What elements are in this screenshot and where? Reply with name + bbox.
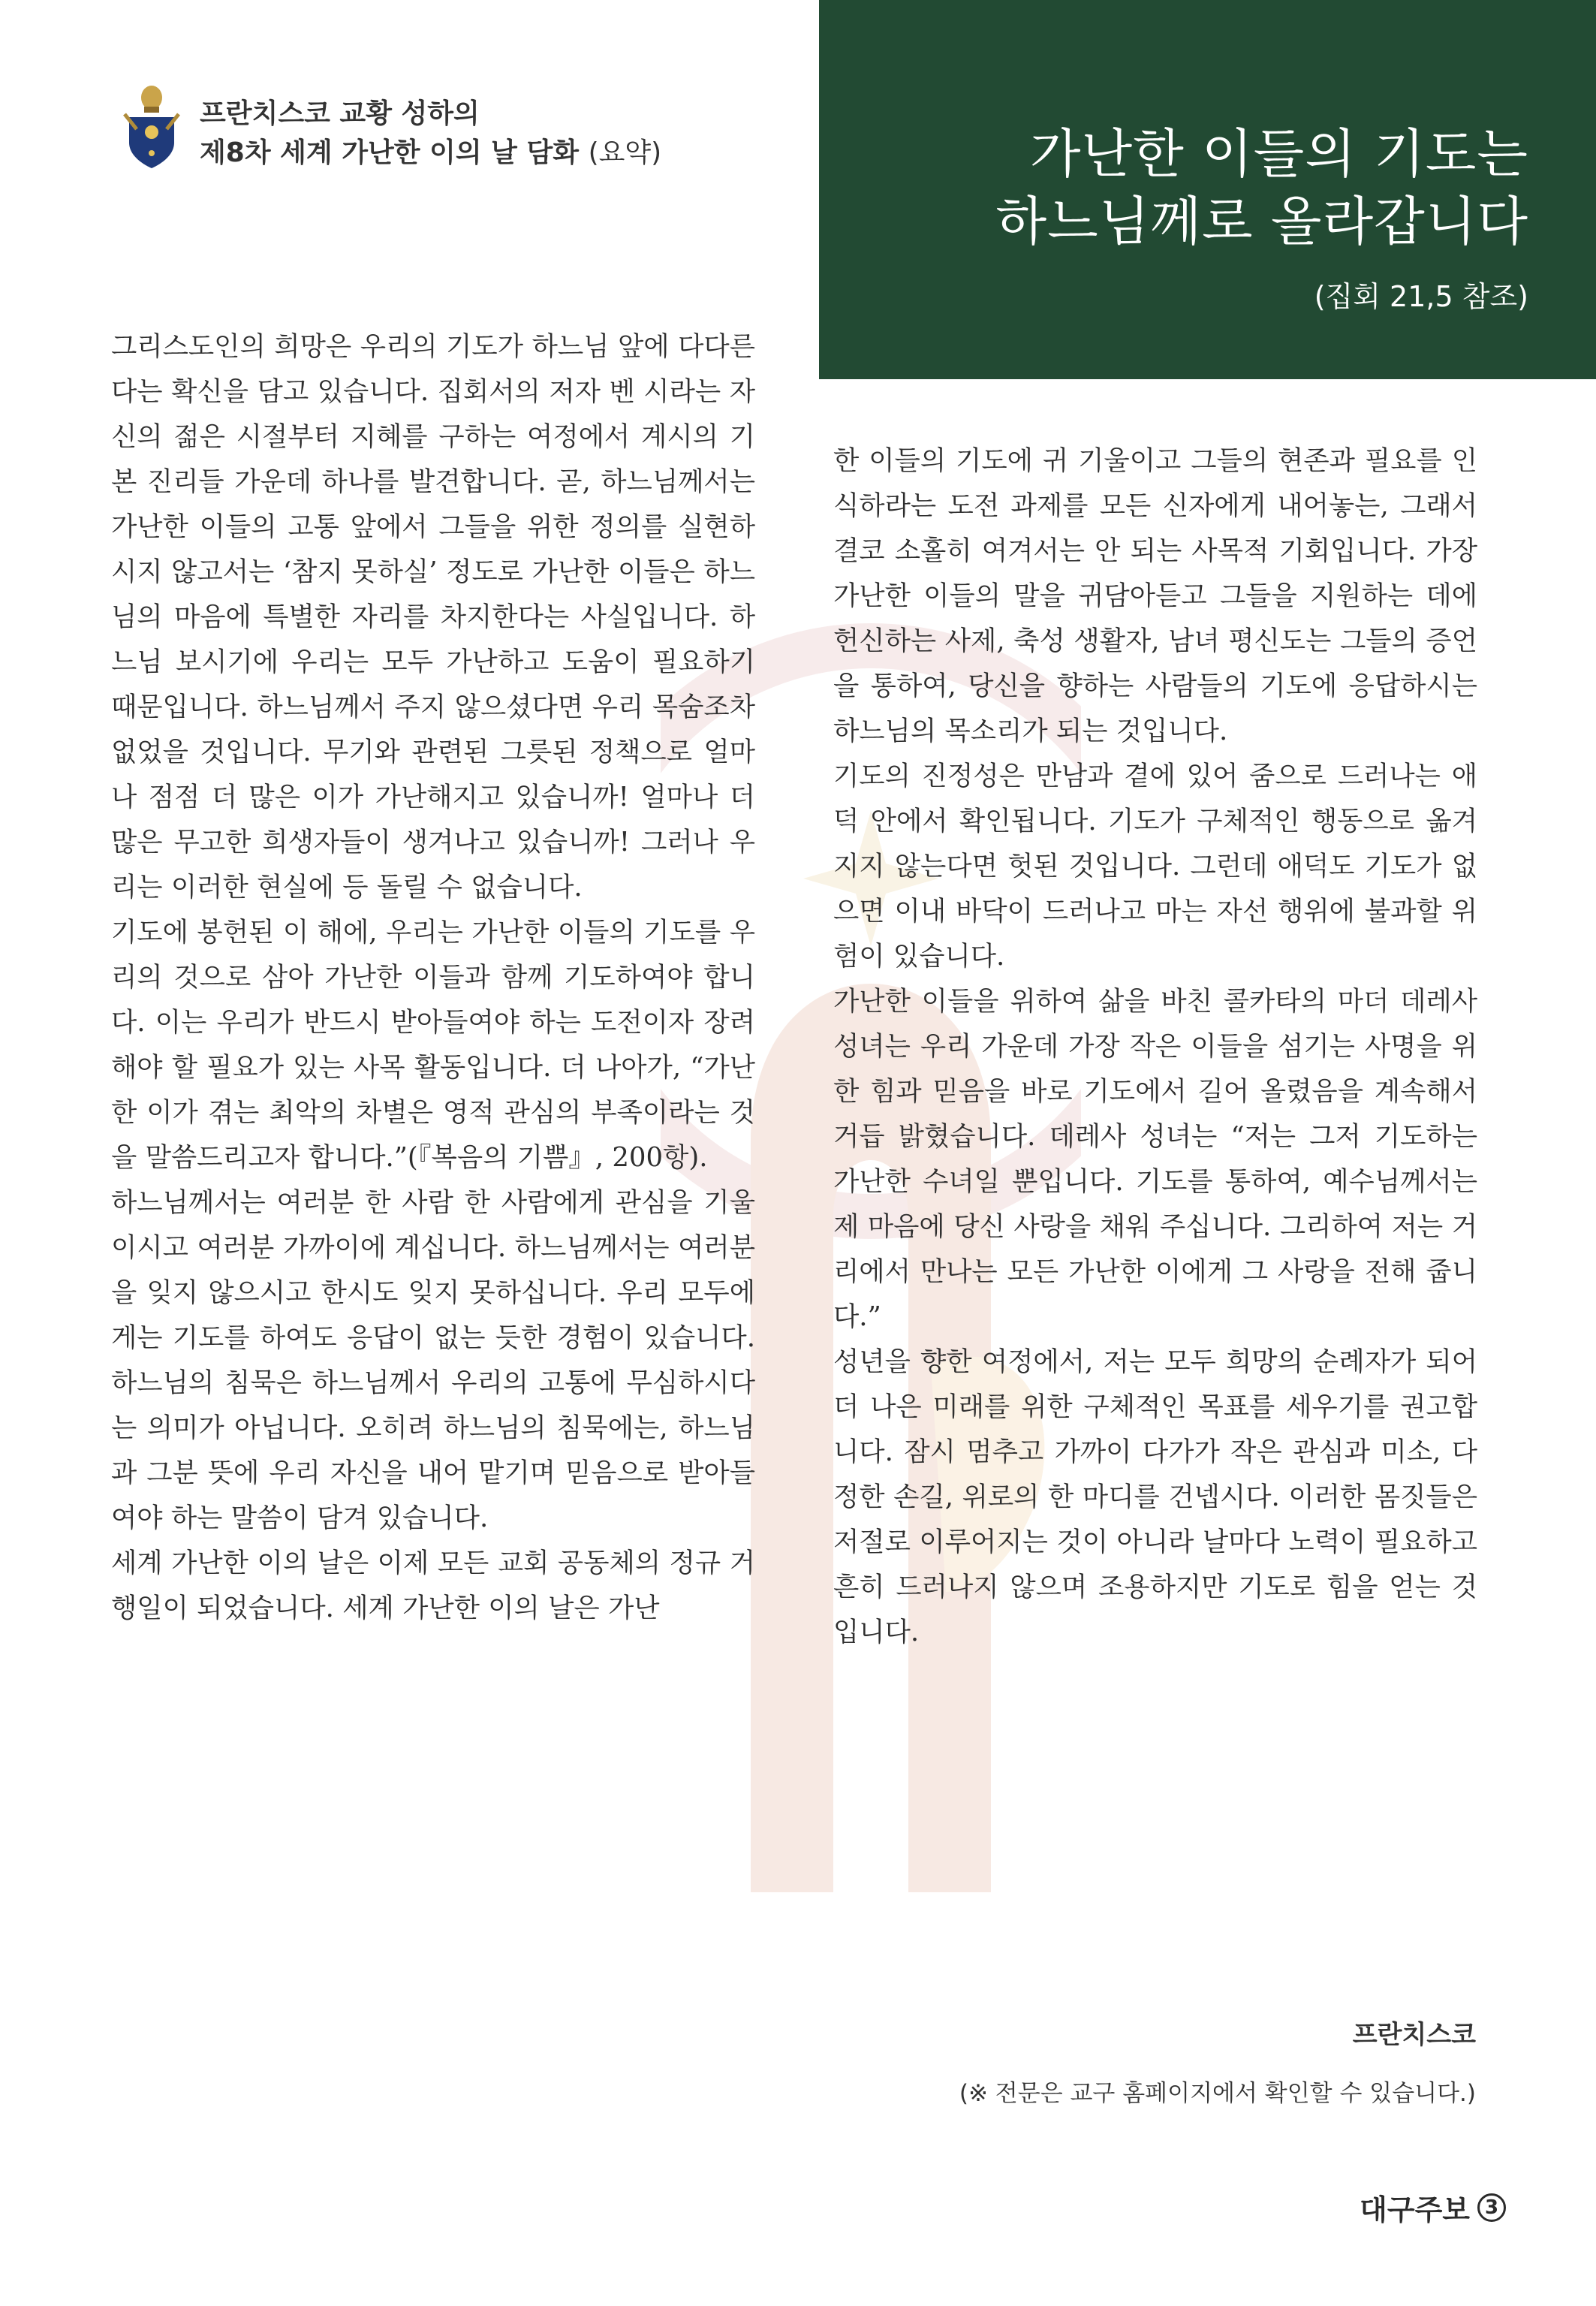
paragraph: 성년을 향한 여정에서, 저는 모두 희망의 순례자가 되어 더 나은 미래를 위한 구체적인 목표를 세우기를 권고합니다. 잠시 멈추고 가까이 다가가 작은 관심과 미소, 다정한 손길, 위로의 한 마디를 건넵시다. 이러한 몸짓들은 저절로 이루어지는 것이 아니라 날마다 노력이 필요하고 흔히 드러나지 않으며 조용하지만 기도로 힘을 얻는 것입니다. <box>833 1346 1477 1647</box>
paragraph: 그리스도인의 희망은 우리의 기도가 하느님 앞에 다다른다는 확신을 담고 있습니다. 집회서의 저자 벤 시라는 자신의 젊은 시절부터 지혜를 구하는 여정에서 계시의 기본 진리들 가운데 하나를 발견합니다. 곧, 하느님께서는 가난한 이들의 고통 앞에서 그들을 위한 정의를 실현하시지 않고서는 ‘참지 못하실’ 정도로 가난한 이들은 하느님의 마음에 특별한 자리를 차지한다는 사실입니다. 하느님 보시기에 우리는 모두 가난하고 도움이 필요하기 때문입니다. 하느님께서 주지 않으셨다면 우리 목숨조차 없었을 것입니다. 무기와 관련된 그릇된 정책으로 얼마나 점점 더 많은 이가 가난해지고 있습니까! 얼마나 더 많은 무고한 희생자들이 생겨나고 있습니까! 그러나 우리는 이러한 현실에 등 돌릴 수 없습니다. <box>111 331 755 903</box>
title-line-2: 하느님께로 올라갑니다 <box>995 191 1528 252</box>
title-line-1: 가난한 이들의 기도는 <box>1029 123 1528 185</box>
left-column <box>111 324 755 1631</box>
paragraph: 가난한 이들을 위하여 삶을 바친 콜카타의 마더 데레사 성녀는 우리 가운데 가장 작은 이들을 섬기는 사명을 위한 힘과 믿음을 바로 기도에서 길어 올렸음을 계속해서 거듭 밝혔습니다. 데레사 성녀는 “저는 그저 기도하는 가난한 수녀일 뿐입니다. 기도를 통하여, 예수님께서는 제 마음에 당신 사랑을 채워 주십니다. 그리하여 저는 거리에서 만나는 모든 가난한 이에게 그 사랑을 전해 줍니다.” <box>833 986 1477 1332</box>
paragraph: 한 이들의 기도에 귀 기울이고 그들의 현존과 필요를 인식하라는 도전 과제를 모든 신자에게 내어놓는, 그래서 결코 소홀히 여겨서는 안 되는 사목적 기회입니다. 가장 가난한 이들의 말을 귀담아듣고 그들을 지원하는 데에 헌신하는 사제, 축성 생활자, 남녀 평신도는 그들의 증언을 통하여, 당신을 향하는 사람들의 기도에 응답하시는 하느님의 목소리가 되는 것입니다. <box>833 445 1477 746</box>
paragraph: 하느님께서는 여러분 한 사람 한 사람에게 관심을 기울이시고 여러분 가까이에 계십니다. 하느님께서는 여러분을 잊지 않으시고 한시도 잊지 못하십니다. 우리 모두에게는 기도를 하여도 응답이 없는 듯한 경험이 있습니다. 하느님의 침묵은 하느님께서 우리의 고통에 무심하시다는 의미가 아닙니다. 오히려 하느님의 침묵에는, 하느님과 그분 뜻에 우리 자신을 내어 맡기며 믿음으로 받아들여야 하는 말씀이 담겨 있습니다. <box>111 1187 755 1533</box>
paragraph: 세계 가난한 이의 날은 이제 모든 교회 공동체의 정규 거행일이 되었습니다. 세계 가난한 이의 날은 가난 <box>111 1548 755 1623</box>
header-text <box>200 84 661 173</box>
right-column <box>833 439 1477 1655</box>
header-line-2 <box>200 134 661 173</box>
header-line-1: 프란치스코 교황 성하의 <box>200 98 480 129</box>
header-title: 제8차 세계 가난한 이의 날 담화 <box>200 137 580 168</box>
papal-coat-of-arms-icon <box>122 84 182 173</box>
scripture-reference: (집회 21,5 참조) <box>1314 280 1528 313</box>
title-box <box>819 0 1596 379</box>
page-footer <box>1360 2187 1506 2228</box>
page-number: 3 <box>1477 2193 1506 2222</box>
full-text-note: (※ 전문은 교구 홈페이지에서 확인할 수 있습니다.) <box>959 2080 1476 2107</box>
message-header <box>122 84 661 173</box>
paragraph: 기도에 봉헌된 이 해에, 우리는 가난한 이들의 기도를 우리의 것으로 삼아 가난한 이들과 함께 기도하여야 합니다. 이는 우리가 반드시 받아들여야 하는 도전이자 장려해야 할 필요가 있는 사목 활동입니다. 더 나아가, “가난한 이가 겪는 최악의 차별은 영적 관심의 부족이라는 것을 말씀드리고자 합니다.”(『복음의 기쁨』, 200항). <box>111 917 755 1173</box>
signature: 프란치스코 <box>1352 2020 1476 2050</box>
summary-label: (요약) <box>588 137 662 168</box>
paragraph: 기도의 진정성은 만남과 곁에 있어 줌으로 드러나는 애덕 안에서 확인됩니다. 기도가 구체적인 행동으로 옮겨지지 않는다면 헛된 것입니다. 그런데 애덕도 기도가 없으면 이내 바닥이 드러나고 마는 자선 행위에 불과할 위험이 있습니다. <box>833 761 1477 972</box>
publication-name: 대구주보 <box>1360 2193 1470 2226</box>
